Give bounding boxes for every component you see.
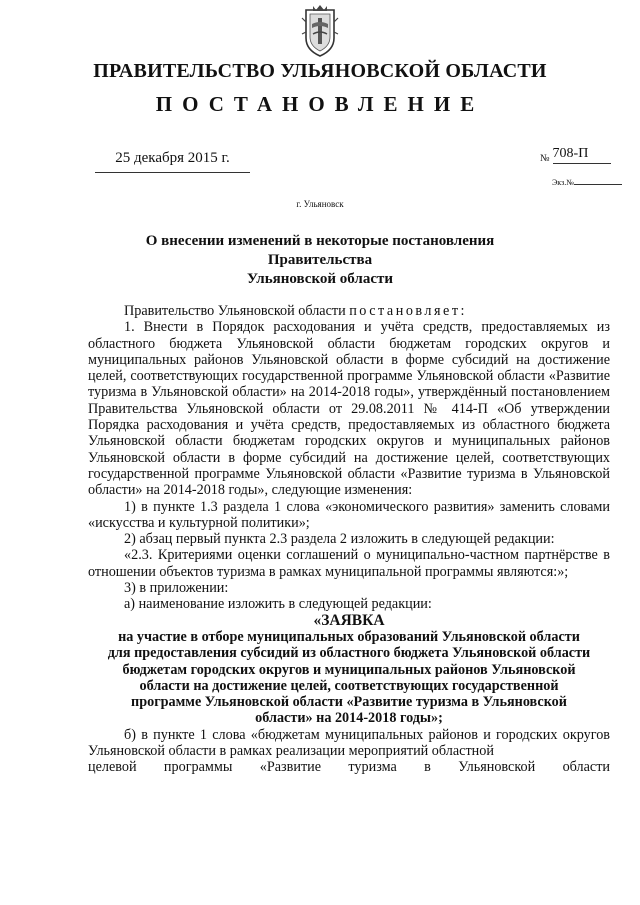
subitem-3b-last-line: целевой программы «Развитие туризма в Ульяновской области [88, 759, 610, 776]
item-1-paragraph: 1. Внести в Порядок расходования и учёта средств, предоставляемых из областного бюджета Ульяновской области бюджетам городских округов и муниципальных районов Ульяновской области в форме субсидий на достижение целей, соответствующих государственной программе Ульяновской области «Развитие туризма в Ульяновской области» на 2014-2018 годы», утверждённый постановлением Правительства Ульяновской области от 29.08.2011 № 414-П «Об утверждении Порядка расходования и учёта средств, предоставляемых из областного бюджета Ульяновской области бюджетам городских округов и муниципальных районов Ульяновской области в форме субсидий на достижение целей, соответствующих государственной программе Ульяновской области «Развитие туризма в Ульяновской области» на 2014-2018 годы», следующие изменения: [88, 319, 610, 499]
document-subject [95, 232, 545, 289]
zayavka-title: «ЗАЯВКА [313, 611, 385, 629]
zayavka-line: на участие в отборе муниципальных образований Ульяновской области [118, 628, 580, 645]
zayavka-line: бюджетам городских округов и муниципальных районов Ульяновской [122, 661, 576, 678]
document-number: 708-П [553, 146, 611, 164]
zayavka-line: программе Ульяновской области «Развитие туризма в Ульяновской [131, 694, 567, 711]
quote-paragraph: «2.3. Критериями оценки соглашений о муниципально-частном партнёрстве в отношении объектов туризма в рамках муниципальной программы являются:»; [88, 547, 610, 580]
subitem-3a-paragraph: а) наименование изложить в следующей редакции: [124, 596, 432, 613]
subitem-1-paragraph: 1) в пункте 1.3 раздела 1 слова «экономического развития» заменить словами «искусства и культурной политики»; [88, 498, 610, 531]
document-body [88, 303, 610, 776]
zayavka-heading [88, 629, 610, 727]
coat-of-arms-icon [300, 4, 340, 60]
document-number-block [540, 146, 611, 164]
subject-line: Ульяновской области [246, 271, 394, 287]
document-date: 25 декабря 2015 г. [115, 150, 230, 166]
city-name: г. Ульяновск [296, 199, 344, 209]
copy-number-label: Экз.№ [552, 178, 574, 187]
zayavka-line: области» на 2014-2018 годы»; [255, 710, 443, 727]
document-type: ПОСТАНОВЛЕНИЕ [155, 92, 485, 116]
intro-paragraph [88, 303, 610, 319]
copy-number-line [574, 184, 622, 185]
intro-text: Правительство Ульяновской области [124, 303, 350, 319]
subitem-3b-paragraph: б) в пункте 1 слова «бюджетам муниципальных районов и городских округов Ульяновской области в рамках реализации мероприятий областной [88, 726, 610, 760]
date-underline [95, 172, 250, 173]
subitem-3-paragraph: 3) в приложении: [124, 580, 229, 597]
intro-spaced-word: постановляет [349, 303, 461, 319]
zayavka-line: для предоставления субсидий из областного бюджета Ульяновской области [107, 645, 591, 662]
zayavka-line: области на достижение целей, соответствующих государственной [139, 677, 559, 694]
subitem-2-paragraph: 2) абзац первый пункта 2.3 раздела 2 изложить в следующей редакции: [124, 531, 555, 548]
copy-number-block [552, 178, 622, 187]
intro-colon: : [460, 303, 465, 319]
subject-line: О внесении изменений в некоторые постановления Правительства [145, 233, 495, 268]
organization-title: ПРАВИТЕЛЬСТВО УЛЬЯНОВСКОЙ ОБЛАСТИ [93, 60, 547, 82]
number-label: № [540, 153, 550, 164]
